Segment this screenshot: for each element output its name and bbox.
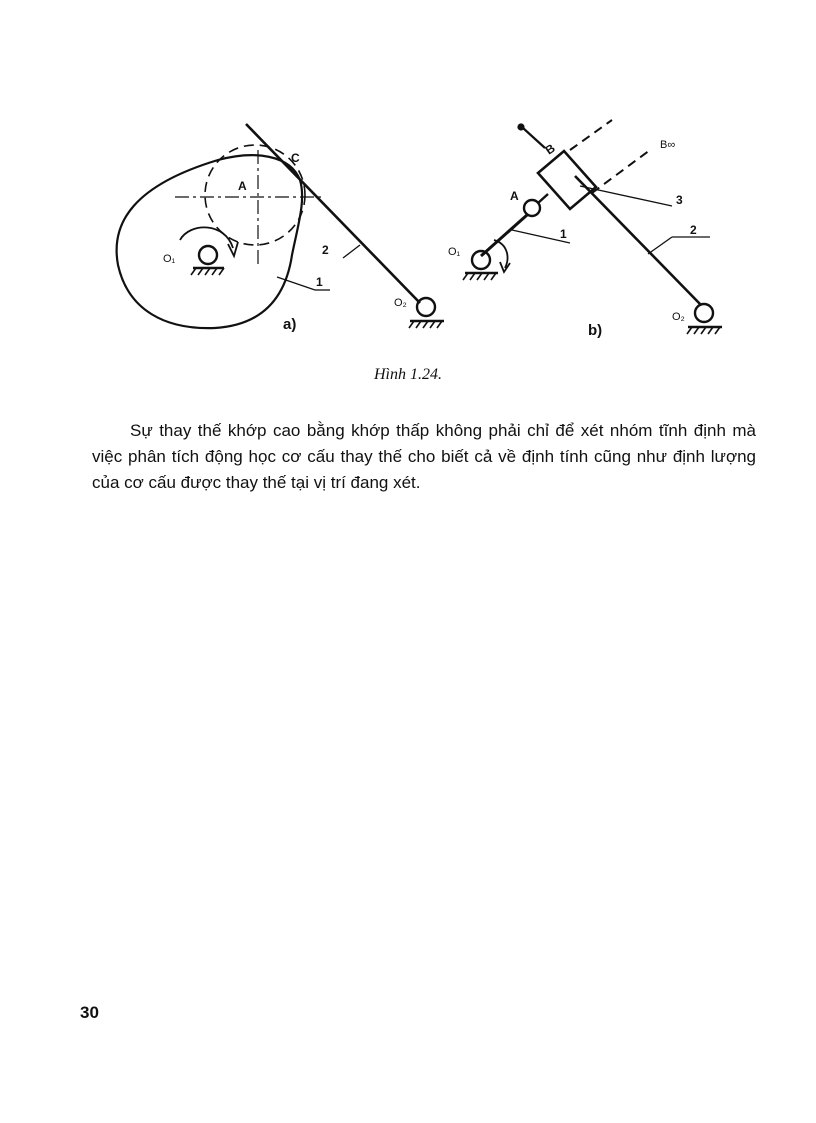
label-2-a: 2	[322, 243, 329, 257]
figure-b	[463, 120, 722, 334]
rotation-arrowhead-a	[228, 242, 238, 256]
b-line-end	[519, 125, 524, 130]
binf-line-dashed	[592, 150, 650, 193]
label-1-b: 1	[560, 227, 567, 241]
pivot-o1-b	[472, 251, 490, 269]
label-c-a: C	[291, 151, 300, 165]
label-3-b: 3	[676, 193, 683, 207]
b-line-solid	[523, 128, 545, 148]
label-b-b: B	[542, 141, 558, 158]
label-o2-a: O₂	[394, 297, 407, 309]
link-2-a	[246, 124, 420, 303]
label-a-b: A	[510, 189, 519, 203]
label-o2-b: O₂	[672, 311, 685, 323]
pivot-o2-a	[417, 298, 435, 316]
page-number: 30	[80, 1003, 99, 1022]
body-paragraph	[92, 418, 756, 496]
label-binf-b: B∞	[660, 139, 676, 151]
figure-tag-b: b)	[588, 322, 603, 339]
rotation-arrow-a	[180, 227, 233, 248]
pivot-o1-a	[199, 246, 217, 264]
crank-1-b	[481, 215, 527, 256]
mechanism-figure	[0, 0, 816, 360]
label-1-a: 1	[316, 275, 323, 289]
figure-caption: Hình 1.24.	[374, 366, 442, 383]
label-2-b: 2	[690, 223, 697, 237]
dashed-circle-a	[205, 145, 305, 245]
cam-profile	[117, 155, 303, 328]
joint-a-stem	[538, 194, 548, 203]
figure-tag-a: a)	[283, 316, 297, 333]
leader-2-b	[648, 237, 672, 254]
pivot-o2-b	[695, 304, 713, 322]
label-a-a: A	[238, 179, 247, 193]
b-line-dashed	[570, 120, 612, 150]
slider-block-3	[538, 151, 596, 209]
label-o1-b: O₁	[448, 246, 461, 258]
paragraph-text: Sự thay thế khớp cao bằng khớp thấp không phải chỉ để xét nhóm tĩnh định mà việc phân tích động học cơ cấu thay thế cho biết cả về định tính cũng như định lượng của cơ cấu được thay thế tại vị trí đang xét.	[92, 421, 756, 492]
leader-2-a	[343, 245, 360, 258]
label-o1-a: O₁	[163, 253, 176, 265]
